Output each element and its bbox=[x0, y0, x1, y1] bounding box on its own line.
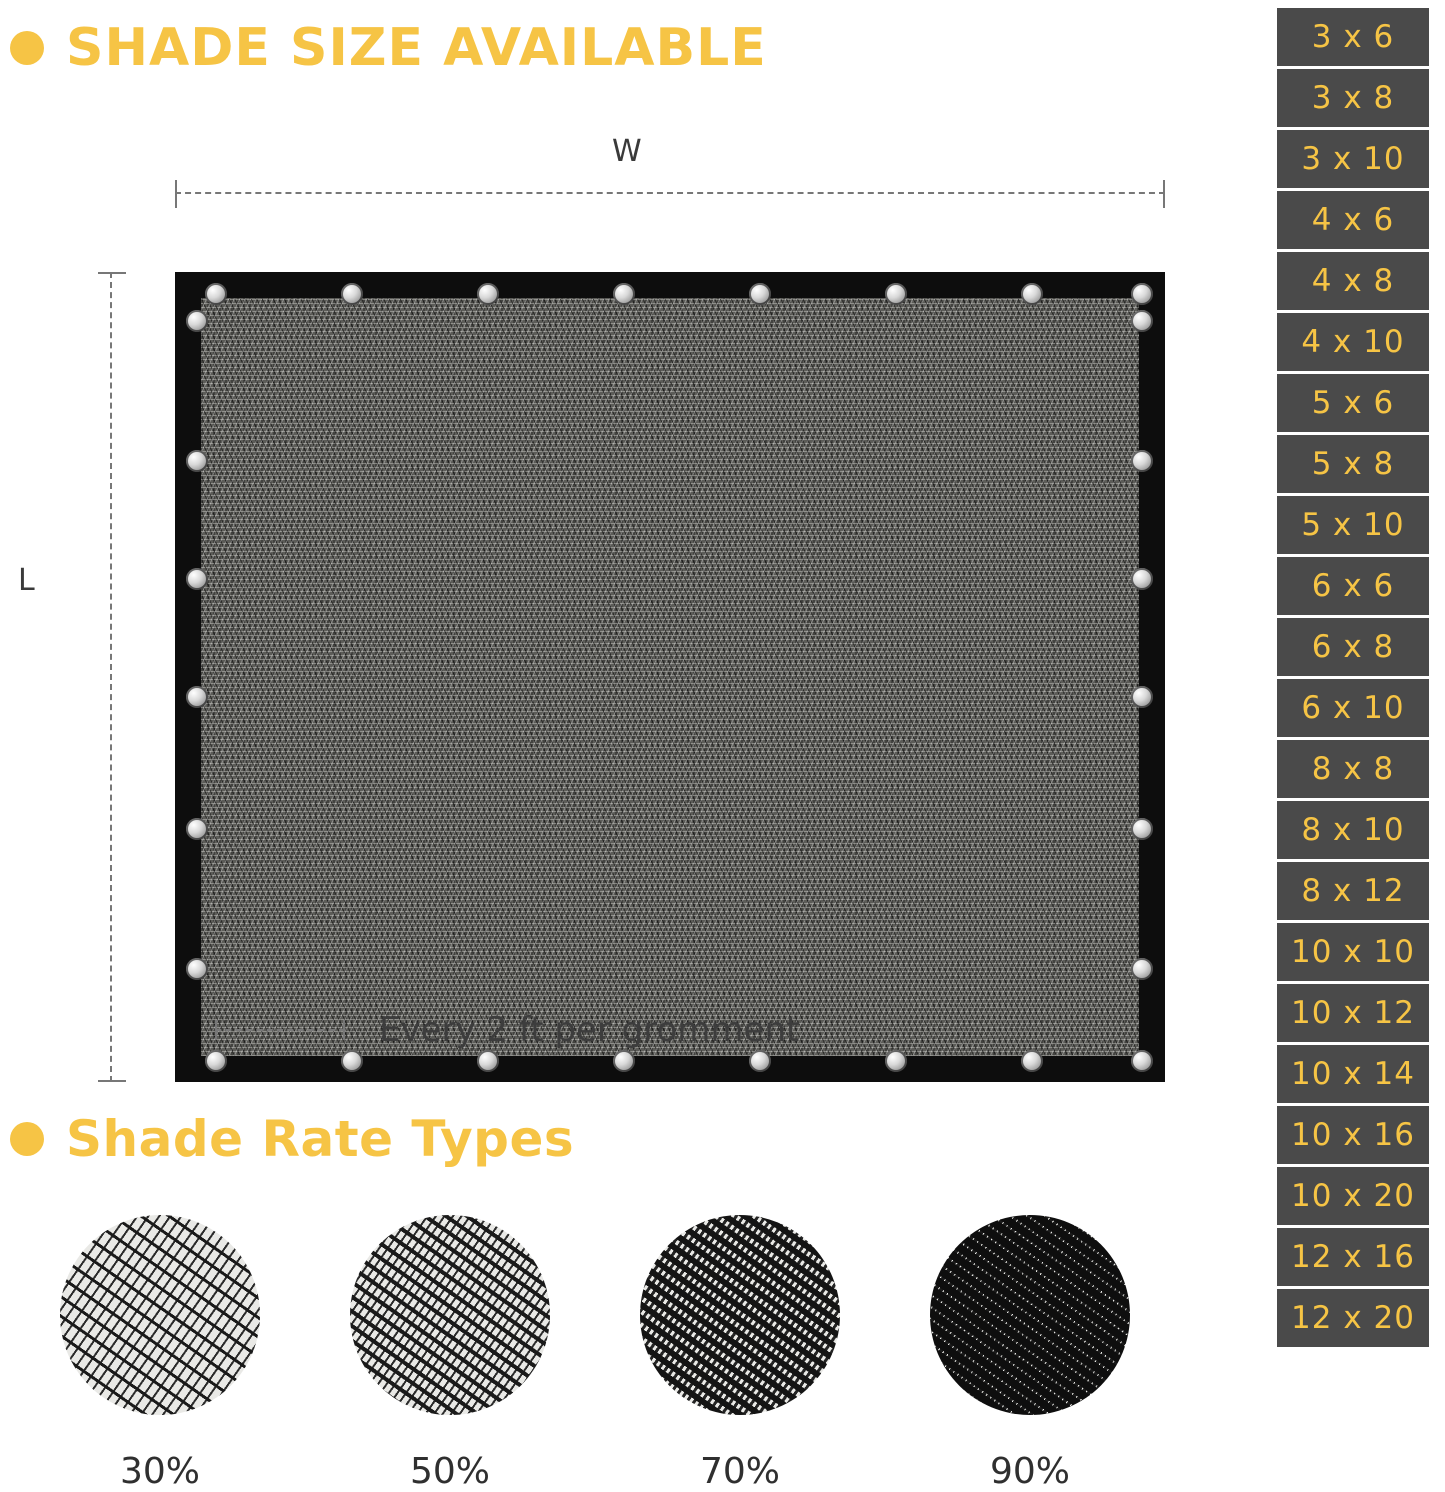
size-chip: 8 x 12 bbox=[1277, 862, 1429, 920]
size-chip: 4 x 6 bbox=[1277, 191, 1429, 249]
shade-dimension-diagram bbox=[0, 120, 1255, 1080]
page-title bbox=[10, 18, 767, 78]
grommet bbox=[1021, 283, 1043, 305]
grommet bbox=[341, 1050, 363, 1072]
grommet bbox=[1131, 568, 1153, 590]
size-list bbox=[1277, 8, 1429, 1347]
grommet bbox=[885, 1050, 907, 1072]
mesh-swatch-icon bbox=[930, 1215, 1130, 1415]
shade-rate-label: 90% bbox=[989, 1451, 1070, 1492]
size-chip: 6 x 6 bbox=[1277, 557, 1429, 615]
grommet bbox=[1131, 310, 1153, 332]
mesh-swatch-icon bbox=[60, 1215, 260, 1415]
size-chip: 3 x 6 bbox=[1277, 8, 1429, 66]
length-dimension-line bbox=[110, 272, 114, 1082]
shade-rate-label: 30% bbox=[119, 1451, 200, 1492]
size-chip: 10 x 20 bbox=[1277, 1167, 1429, 1225]
shade-rate-item bbox=[640, 1215, 840, 1492]
grommet bbox=[205, 283, 227, 305]
grommet bbox=[749, 283, 771, 305]
grommet bbox=[477, 1050, 499, 1072]
size-chip: 6 x 8 bbox=[1277, 618, 1429, 676]
width-label: W bbox=[612, 134, 642, 169]
shade-rate-item bbox=[60, 1215, 260, 1492]
grommet bbox=[613, 1050, 635, 1072]
grommet bbox=[186, 818, 208, 840]
spacing-cap-right bbox=[343, 1020, 345, 1040]
size-chip: 3 x 8 bbox=[1277, 69, 1429, 127]
grommet bbox=[205, 1050, 227, 1072]
grommet bbox=[186, 310, 208, 332]
size-chip: 8 x 8 bbox=[1277, 740, 1429, 798]
size-chip: 10 x 16 bbox=[1277, 1106, 1429, 1164]
grommet bbox=[186, 450, 208, 472]
grommet-spacing-dimension bbox=[215, 1020, 345, 1040]
bullet-icon bbox=[10, 31, 44, 65]
size-chip: 12 x 20 bbox=[1277, 1289, 1429, 1347]
length-tick-bottom bbox=[98, 1080, 126, 1082]
shade-rate-title-label: Shade Rate Types bbox=[66, 1110, 575, 1168]
grommet bbox=[1131, 958, 1153, 980]
mesh-swatch-icon bbox=[640, 1215, 840, 1415]
spacing-cap-left bbox=[215, 1020, 217, 1040]
mesh-texture bbox=[201, 298, 1139, 1056]
width-dimension-line bbox=[175, 192, 1165, 196]
grommet bbox=[477, 283, 499, 305]
shade-rate-item bbox=[350, 1215, 550, 1492]
size-chip: 5 x 8 bbox=[1277, 435, 1429, 493]
shade-rate-list bbox=[60, 1215, 1240, 1492]
grommet bbox=[1021, 1050, 1043, 1072]
size-chip: 5 x 6 bbox=[1277, 374, 1429, 432]
size-chip: 4 x 10 bbox=[1277, 313, 1429, 371]
grommet bbox=[1131, 450, 1153, 472]
size-chip: 10 x 10 bbox=[1277, 923, 1429, 981]
grommet bbox=[1131, 283, 1153, 305]
grommet bbox=[186, 686, 208, 708]
bullet-icon bbox=[10, 1122, 44, 1156]
grommet bbox=[341, 283, 363, 305]
grommet bbox=[1131, 1050, 1153, 1072]
shade-rate-item bbox=[930, 1215, 1130, 1492]
size-chip: 10 x 14 bbox=[1277, 1045, 1429, 1103]
mesh-swatch-icon bbox=[350, 1215, 550, 1415]
shade-rate-label: 70% bbox=[699, 1451, 780, 1492]
grommet bbox=[885, 283, 907, 305]
spacing-rule bbox=[215, 1029, 345, 1031]
grommet bbox=[186, 958, 208, 980]
size-chip: 6 x 10 bbox=[1277, 679, 1429, 737]
size-chip: 4 x 8 bbox=[1277, 252, 1429, 310]
size-chip: 3 x 10 bbox=[1277, 130, 1429, 188]
grommet bbox=[749, 1050, 771, 1072]
grommet bbox=[1131, 686, 1153, 708]
width-tick-right bbox=[1163, 180, 1165, 208]
grommet bbox=[186, 568, 208, 590]
size-chip: 5 x 10 bbox=[1277, 496, 1429, 554]
size-chip: 10 x 12 bbox=[1277, 984, 1429, 1042]
shade-rate-title bbox=[10, 1110, 574, 1168]
shade-cloth bbox=[175, 272, 1165, 1082]
length-tick-top bbox=[98, 272, 126, 274]
size-chip: 12 x 16 bbox=[1277, 1228, 1429, 1286]
grommet bbox=[613, 283, 635, 305]
size-chip: 8 x 10 bbox=[1277, 801, 1429, 859]
grommet-spacing-note bbox=[215, 1010, 799, 1050]
width-tick-left bbox=[175, 180, 177, 208]
length-label: L bbox=[18, 563, 35, 598]
grommet bbox=[1131, 818, 1153, 840]
grommet-spacing-label: Every 2 ft per gromment bbox=[379, 1010, 800, 1050]
shade-rate-label: 50% bbox=[409, 1451, 490, 1492]
page-title-label: SHADE SIZE AVAILABLE bbox=[66, 18, 767, 78]
